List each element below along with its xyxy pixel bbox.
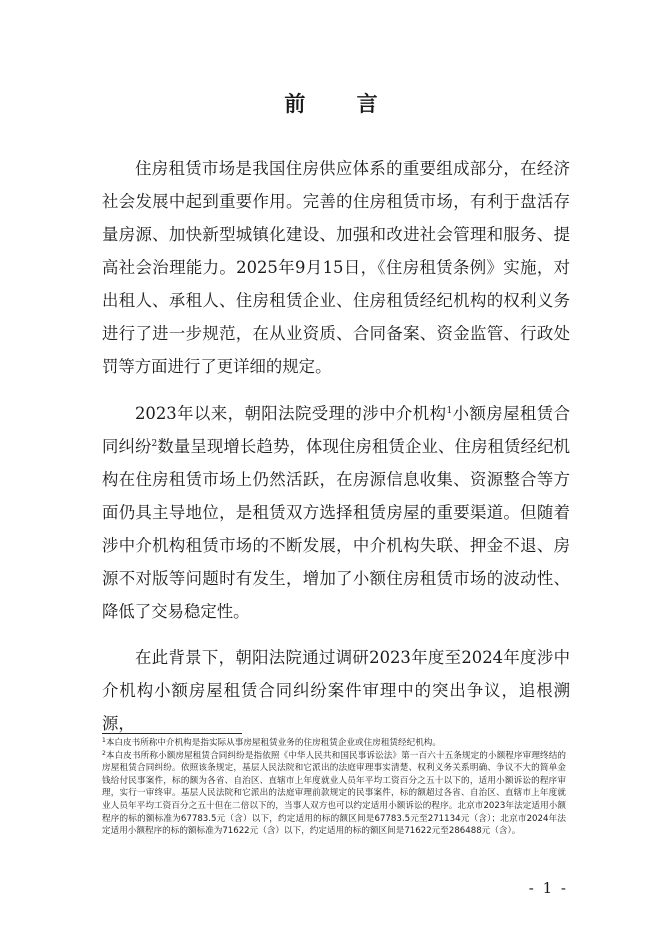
footnotes <box>102 737 566 838</box>
footnote-2-text: 本白皮书所称小额房屋租赁合同纠纷是指依照《中华人民共和国民事诉讼法》第一百六十五条规定的小额程序审理终结的房屋租赁合同纠纷。依照该条规定，基层人民法院和它派出的法庭审理事实清楚、权利义务关系明确、争议不大的简单金钱给付民事案件，标的额为各省、自治区、直辖市上年度就业人员年平均工资百分之五十以下的，适用小额诉讼的程序审理，实行一审终审。基层人民法院和它派出的法庭审理前款规定的民事案件，标的额超过各省、自治区、直辖市上年度就业人员年平均工资百分之五十但在二倍以下的，当事人双方也可以约定适用小额诉讼的程序。北京市2023年法定适用小额程序的标的额标准为67783.5元（含）以下，约定适用的标的额区间是67783.5元至271134元（含）；北京市2024年法定适用小额程序的标的额标准为71622元（含）以下，约定适用的标的额区间是71622元至286488元（含）。 <box>102 750 566 837</box>
footnote-2 <box>102 750 566 838</box>
paragraph-1 <box>102 152 570 383</box>
paragraph-3-text: 在此背景下，朝阳法院通过调研2023年度至2024年度涉中介机构小额房屋租赁合同纠纷案件审理中的突出争议，追根溯源， <box>102 648 570 733</box>
page-number: - 1 - <box>528 879 568 897</box>
paragraph-2-text-b: 小额房屋租赁合同纠纷 <box>102 404 571 456</box>
footnote-1 <box>102 737 566 750</box>
footnote-ref-1[interactable]: 1 <box>446 406 453 416</box>
paragraph-2 <box>102 397 570 628</box>
footnote-separator <box>102 733 242 734</box>
paragraph-1-text: 住房租赁市场是我国住房供应体系的重要组成部分，在经济社会发展中起到重要作用。完善的住房租赁市场，有利于盘活存量房源、加快新型城镇化建设、加强和改进社会管理和服务、提高社会治理能力。2025年9月15日，《住房租赁条例》实施，对出租人、承租人、住房租赁企业、住房租赁经纪机构的权利义务进行了进一步规范，在从业资质、合同备案、资金监管、行政处罚等方面进行了更详细的规定。 <box>102 159 570 376</box>
paragraph-2-text-a: 2023年以来，朝阳法院受理的涉中介机构 <box>135 404 447 423</box>
page-title: 前 言 <box>284 92 400 116</box>
paragraph-3 <box>102 641 570 740</box>
footnote-2-number: 2 <box>102 749 106 757</box>
paragraph-2-text-c: 数量呈现增长趋势，体现住房租赁企业、住房租赁经纪机构在住房租赁市场上仍然活跃，在房源信息收集、资源整合等方面仍具主导地位，是租赁双方选择租赁房屋的重要渠道。但随着涉中介机构租赁市场的不断发展，中介机构失联、押金不退、房源不对版等问题时有发生，增加了小额住房租赁市场的波动性、降低了交易稳定性。 <box>102 437 571 621</box>
footnote-1-number: 1 <box>102 737 106 744</box>
footnote-ref-2[interactable]: 2 <box>151 439 158 449</box>
footnote-1-text: 本白皮书所称中介机构是指实际从事房屋租赁业务的住房租赁企业或住房租赁经纪机构。 <box>105 738 441 748</box>
